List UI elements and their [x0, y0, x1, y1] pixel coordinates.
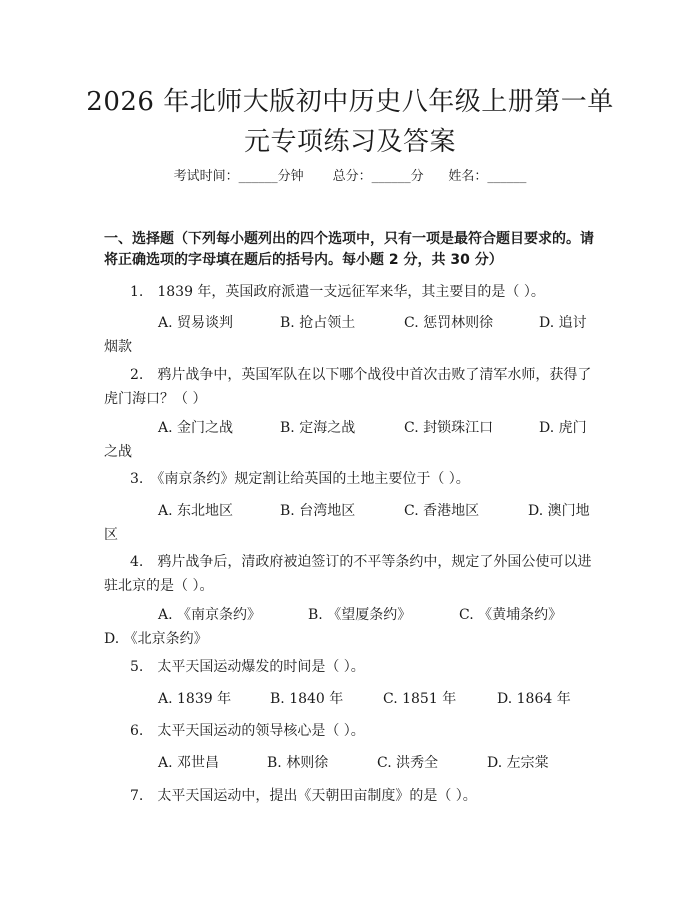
question-7: 7. 太平天国运动中，提出《天朝田亩制度》的是（ ）。 — [130, 788, 477, 804]
question-6: 6. 太平天国运动的领导核心是（ ）。 — [130, 723, 365, 739]
option-b: B. 《望厦条约》 — [308, 607, 412, 623]
option-d-continued: 区 — [104, 527, 118, 543]
option-d: D. 追讨 — [539, 315, 587, 331]
option-d: D. 虎门 — [539, 420, 587, 436]
option-b: B. 台湾地区 — [280, 503, 356, 519]
option-b: B. 抢占领土 — [280, 315, 356, 331]
question-5: 5. 太平天国运动爆发的时间是（ ）。 — [130, 659, 365, 675]
title-line-2: 元专项练习及答案 — [243, 127, 456, 157]
option-a: A. 金门之战 — [158, 420, 234, 436]
score-unit: 分 — [410, 169, 424, 184]
title-line-1: 2026 年北师大版初中历史八年级上册第一单 — [86, 87, 614, 117]
question-4: 4. 鸦片战争后，清政府被迫签订的不平等条约中，规定了外国公使可以进驻北京的是（ ）。 — [104, 554, 592, 594]
question-3: 3. 《南京条约》规定割让给英国的土地主要位于（ ）。 — [130, 471, 470, 487]
score-label: 总分： — [332, 169, 372, 184]
name-label: 姓名： — [448, 169, 488, 184]
option-d: D. 1864 年 — [497, 691, 571, 707]
time-blank: ______ — [238, 169, 278, 184]
option-d: D. 澳门地 — [528, 503, 590, 519]
time-label: 考试时间： — [173, 169, 239, 184]
option-a: A. 邓世昌 — [158, 755, 220, 771]
option-c: C. 封锁珠江口 — [404, 420, 494, 436]
exam-meta — [0, 167, 700, 187]
option-c: C. 1851 年 — [383, 691, 457, 707]
option-a: A. 东北地区 — [158, 503, 234, 519]
section-heading: 一、选择题（下列每小题列出的四个选项中，只有一项是最符合题目要求的。请将正确选项的字母填在题后的括号内。每小题 2 分，共 30 分） — [104, 231, 594, 268]
option-c: C. 洪秀全 — [377, 755, 439, 771]
option-a: A. 1839 年 — [158, 691, 232, 707]
score-blank: ______ — [371, 169, 411, 184]
time-unit: 分钟 — [277, 169, 304, 184]
option-c: C. 《黄埔条约》 — [459, 607, 563, 623]
option-d: D. 《北京条约》 — [104, 631, 208, 647]
question-1: 1. 1839 年，英国政府派遣一支远征军来华，其主要目的是（ ）。 — [130, 284, 545, 300]
option-b: B. 1840 年 — [270, 691, 344, 707]
option-d-continued: 烟款 — [104, 339, 132, 355]
option-a: A. 《南京条约》 — [158, 607, 262, 623]
option-c: C. 香港地区 — [404, 503, 480, 519]
option-d-continued: 之战 — [104, 444, 132, 460]
option-b: B. 林则徐 — [267, 755, 329, 771]
document-title — [60, 82, 640, 162]
option-a: A. 贸易谈判 — [158, 315, 234, 331]
option-b: B. 定海之战 — [280, 420, 356, 436]
option-c: C. 惩罚林则徐 — [404, 315, 494, 331]
name-blank: ______ — [487, 169, 527, 184]
option-d: D. 左宗棠 — [487, 755, 549, 771]
question-2: 2. 鸦片战争中，英国军队在以下哪个战役中首次击败了清军水师，获得了虎门海口？（ ） — [104, 367, 592, 407]
